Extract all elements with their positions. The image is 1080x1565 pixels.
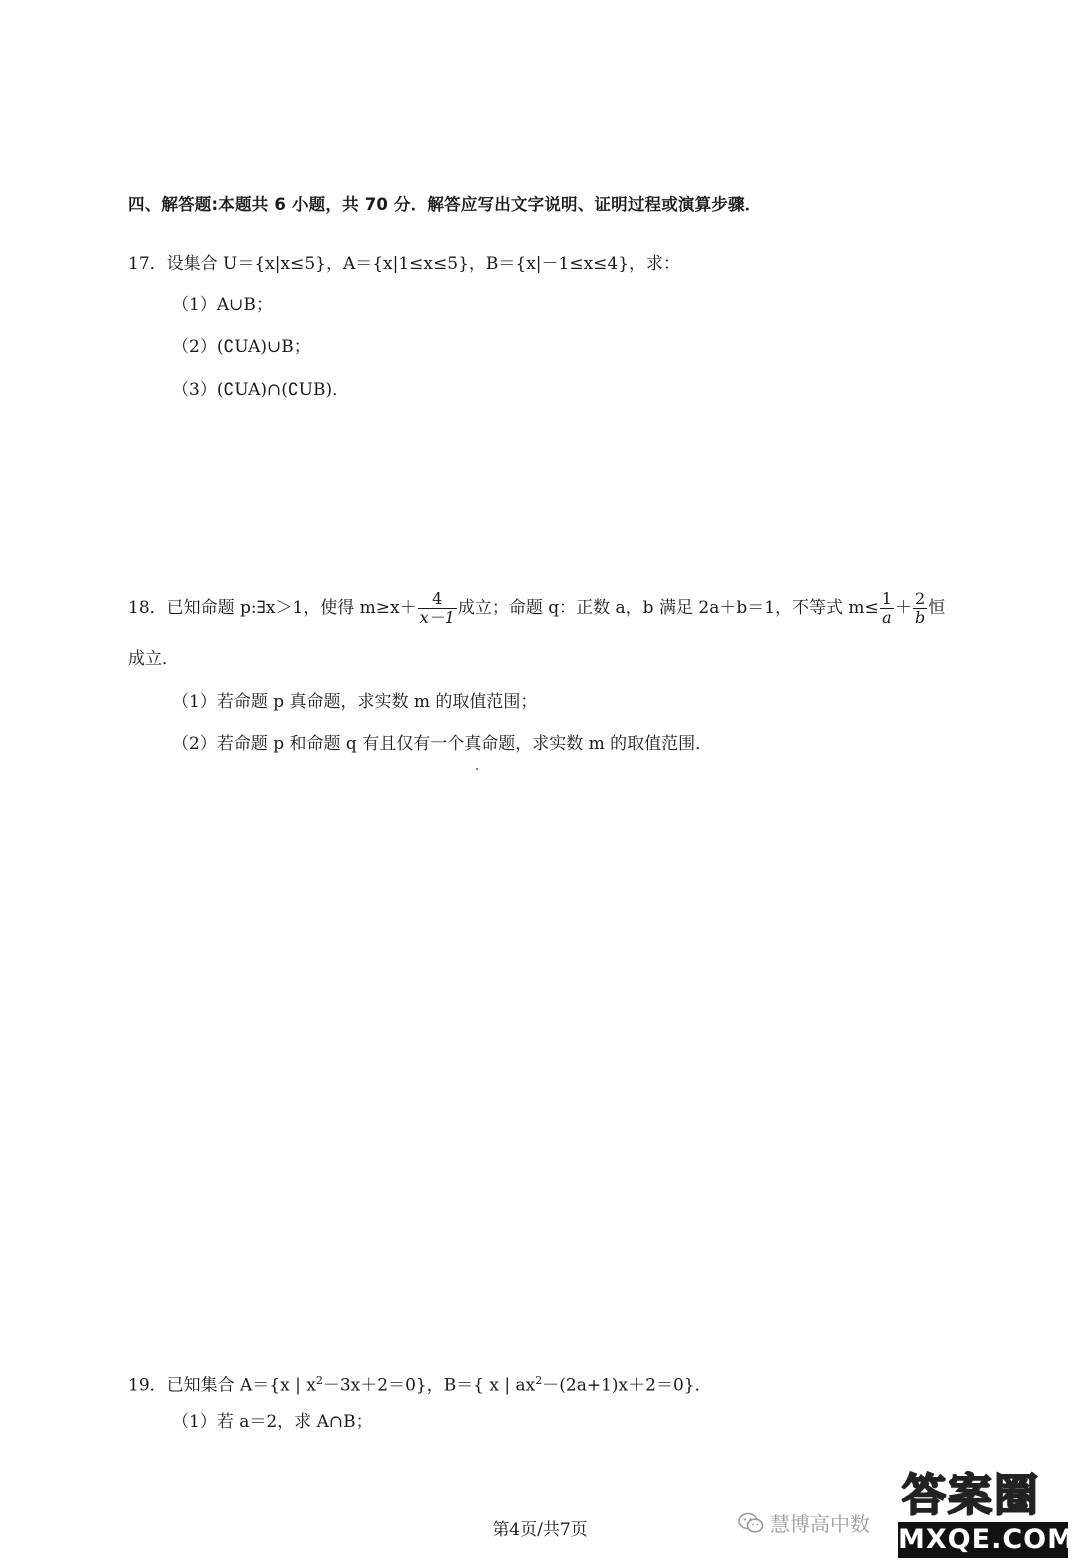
question-18-part-1: （1）若命题 p 真命题，求实数 m 的取值范围；	[172, 692, 538, 712]
fraction-4-over-x-minus-1	[418, 590, 457, 627]
question-18-part-2: （2）若命题 p 和命题 q 有且仅有一个真命题，求实数 m 的取值范围．	[172, 734, 713, 754]
exponent: 2	[535, 1374, 543, 1387]
wechat-watermark-text: 慧博高中数	[770, 1512, 870, 1536]
question-18-stem-continued: 成立．	[128, 649, 179, 669]
question-19-stem	[128, 1369, 712, 1398]
question-17-part-3: （3）(∁UA)∩(∁UB)．	[172, 380, 350, 400]
question-18-stem-part-3: 恒	[928, 598, 946, 618]
fraction-denominator: b	[914, 608, 926, 627]
question-19-stem-a: 19．已知集合 A＝{x | x	[128, 1375, 316, 1396]
section-heading: 四、解答题:本题共 6 小题，共 70 分．解答应写出文字说明、证明过程或演算步骤．	[128, 195, 762, 214]
question-18-stem	[128, 588, 945, 628]
site-stamp-logo	[898, 1470, 1075, 1560]
fraction-denominator: x－1	[419, 608, 455, 627]
fraction-denominator: a	[882, 608, 892, 627]
plus-sign: ＋	[894, 598, 912, 618]
stamp-chinese-text: 答案圈	[902, 1470, 1040, 1521]
question-19-part-1: （1）若 a＝2，求 A∩B；	[172, 1412, 373, 1432]
exponent: 2	[315, 1374, 323, 1387]
question-19-stem-c: －(2a+1)x＋2＝0}．	[542, 1375, 712, 1396]
question-17-part-1: （1）A∪B；	[172, 295, 273, 315]
question-18-stem-part-1: 18．已知命题 p:∃x＞1，使得 m≥x＋	[128, 598, 417, 618]
question-17-stem: 17．设集合 U＝{x|x≤5}，A＝{x|1≤x≤5}，B＝{x|－1≤x≤4}，求：	[128, 254, 681, 274]
fraction-1-over-a	[880, 590, 894, 627]
stamp-domain-text: MXQE.COM	[898, 1522, 1068, 1558]
page-footer: 第4页/共7页	[492, 1520, 588, 1540]
scan-speck	[476, 768, 478, 770]
wechat-icon	[738, 1512, 764, 1539]
wechat-watermark	[738, 1508, 870, 1539]
fraction-numerator: 2	[913, 590, 927, 609]
fraction-numerator: 1	[881, 589, 892, 608]
question-18-stem-part-2: 成立；命题 q：正数 a，b 满足 2a＋b＝1，不等式 m≤	[457, 598, 879, 618]
fraction-2-over-b	[913, 590, 927, 627]
question-17-part-2: （2）(∁UA)∪B；	[172, 337, 311, 357]
question-19-stem-b: －3x＋2＝0}，B＝{ x | ax	[322, 1375, 536, 1396]
fraction-numerator: 4	[418, 590, 457, 609]
